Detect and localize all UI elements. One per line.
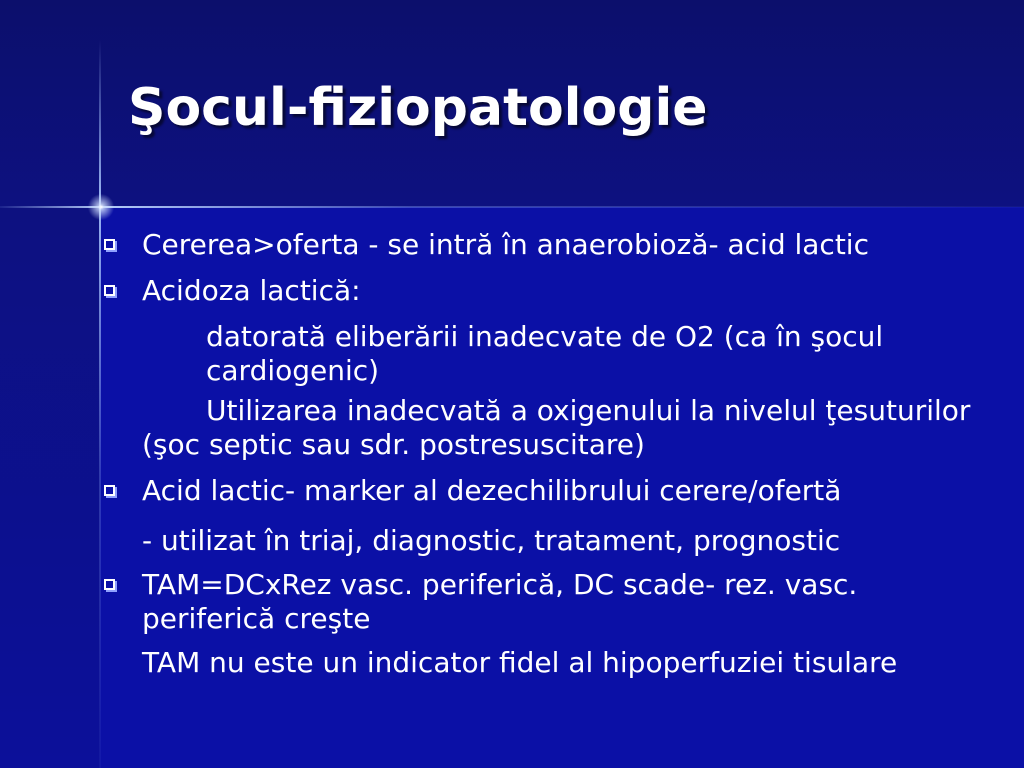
bullet-item <box>104 474 984 508</box>
horizontal-divider-line <box>0 206 1024 208</box>
square-bullet-icon <box>104 285 115 296</box>
continuation-line <box>104 524 984 558</box>
sparkle-icon <box>84 190 118 224</box>
bullet-text: Cererea>oferta - se intră în anaerobioză- acid lactic <box>142 228 869 261</box>
sub-item <box>104 394 984 462</box>
bullet-item <box>104 274 984 308</box>
bullet-item <box>104 228 984 262</box>
bullet-text: Acid lactic- marker al dezechilibrului cerere/ofertă <box>142 474 842 507</box>
continuation-text: TAM nu este un indicator fidel al hipoperfuziei tisulare <box>142 646 898 679</box>
sub-item-text: datorată eliberării inadecvate de O2 (ca în şocul cardiogenic) <box>206 320 884 387</box>
bullet-text: TAM=DCxRez vasc. periferică, DC scade- rez. vasc. periferică creşte <box>142 568 858 635</box>
square-bullet-icon <box>104 239 115 250</box>
slide-title: Şocul-fiziopatologie <box>128 78 708 138</box>
left-band <box>0 207 100 768</box>
sub-item <box>104 320 984 388</box>
square-bullet-icon <box>104 579 115 590</box>
slide-content <box>104 228 984 680</box>
continuation-line <box>104 646 984 680</box>
continuation-text: - utilizat în triaj, diagnostic, tratament, prognostic <box>142 524 841 557</box>
bullet-item <box>104 568 984 636</box>
square-bullet-icon <box>104 485 115 496</box>
vertical-divider-line <box>99 40 101 768</box>
sub-item-text: Utilizarea inadecvată a oxigenului la nivelul ţesuturilor (şoc septic sau sdr. postresuscitare) <box>142 394 971 461</box>
bullet-text: Acidoza lactică: <box>142 274 361 307</box>
